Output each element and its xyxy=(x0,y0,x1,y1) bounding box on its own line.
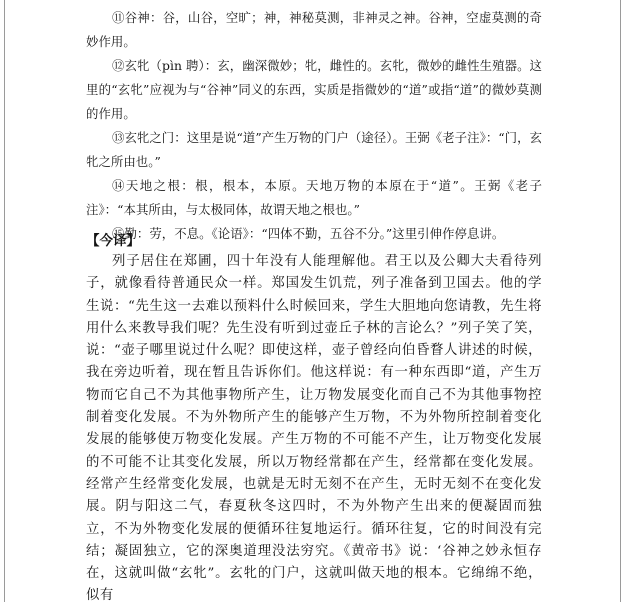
translation-body xyxy=(86,251,542,608)
note-11: ⑪谷神：谷，山谷，空旷；神，神秘莫测，非神灵之神。谷神，空虚莫测的奇妙作用。 xyxy=(86,10,542,49)
note-12: ⑫玄牝（pìn 聘）：玄，幽深微妙；牝，雌性的。玄牝，微妙的雌性生殖器。这里的“玄牝”应视为与“谷神”同义的东西，实质是指微妙的“道”或指“道”的微妙莫测的作用。 xyxy=(86,58,542,121)
annotation-notes xyxy=(86,6,542,246)
note-15: ⑮勤：劳，不息。《论语》：“四体不勤，五谷不分。”这里引伸作停息讲。 xyxy=(112,226,505,241)
section-heading-translation: 【今译】 xyxy=(86,233,140,249)
note-14: ⑭天地之根：根，根本，本原。天地万物的本原在于“道”。王弼《老子注》：“本其所由，与太极同体，故谓天地之根也。” xyxy=(86,178,542,217)
note-13: ⑬玄牝之门：这里是说“道”产生万物的门户（途径）。王弼《老子注》：“门，玄牝之所由也。” xyxy=(86,130,542,169)
translation-paragraph: 列子居住在郑圃，四十年没有人能理解他。君王以及公卿大夫看待列子，就像看待普通民众一样。郑国发生饥荒，列子准备到卫国去。他的学生说：“先生这一去难以预料什么时候回来，学生大胆地向您请教，先生将用什么来教导我们呢？先生没有听到过壶丘子林的言论么？”列子笑了笑，说：“壶子哪里说过什么呢？即使这样，壶子曾经向伯昏瞀人讲述的时候，我在旁边听着，现在暂且告诉你们。他这样说：有一种东西即“道，产生万物而它自己不为其他事物所产生，让万物发展变化而自己不为其他事物控制着变化发展。不为外物所产生的能够产生万物，不为外物所控制着变化发展的能够使万物变化发展。产生万物的不可能不产生，让万物变化发展的不可能不让其变化发展，所以万物经常都在产生，经常都在变化发展。经常产生经常变化发展，也就是无时无刻不在产生，无时无刻不在变化发展。阴与阳这二气，春夏秋冬这四时，不为外物产生出来的便凝固而独立，不为外物变化发展的便循环往复地运行。循环往复，它的时间没有完结；凝固独立，它的深奥道理没法穷究。《黄帝书》说：‘谷神之妙永恒存在，这就叫做“玄牝”。玄牝的门户，这就叫做天地的根本。它绵绵不绝，似有 xyxy=(86,254,542,604)
